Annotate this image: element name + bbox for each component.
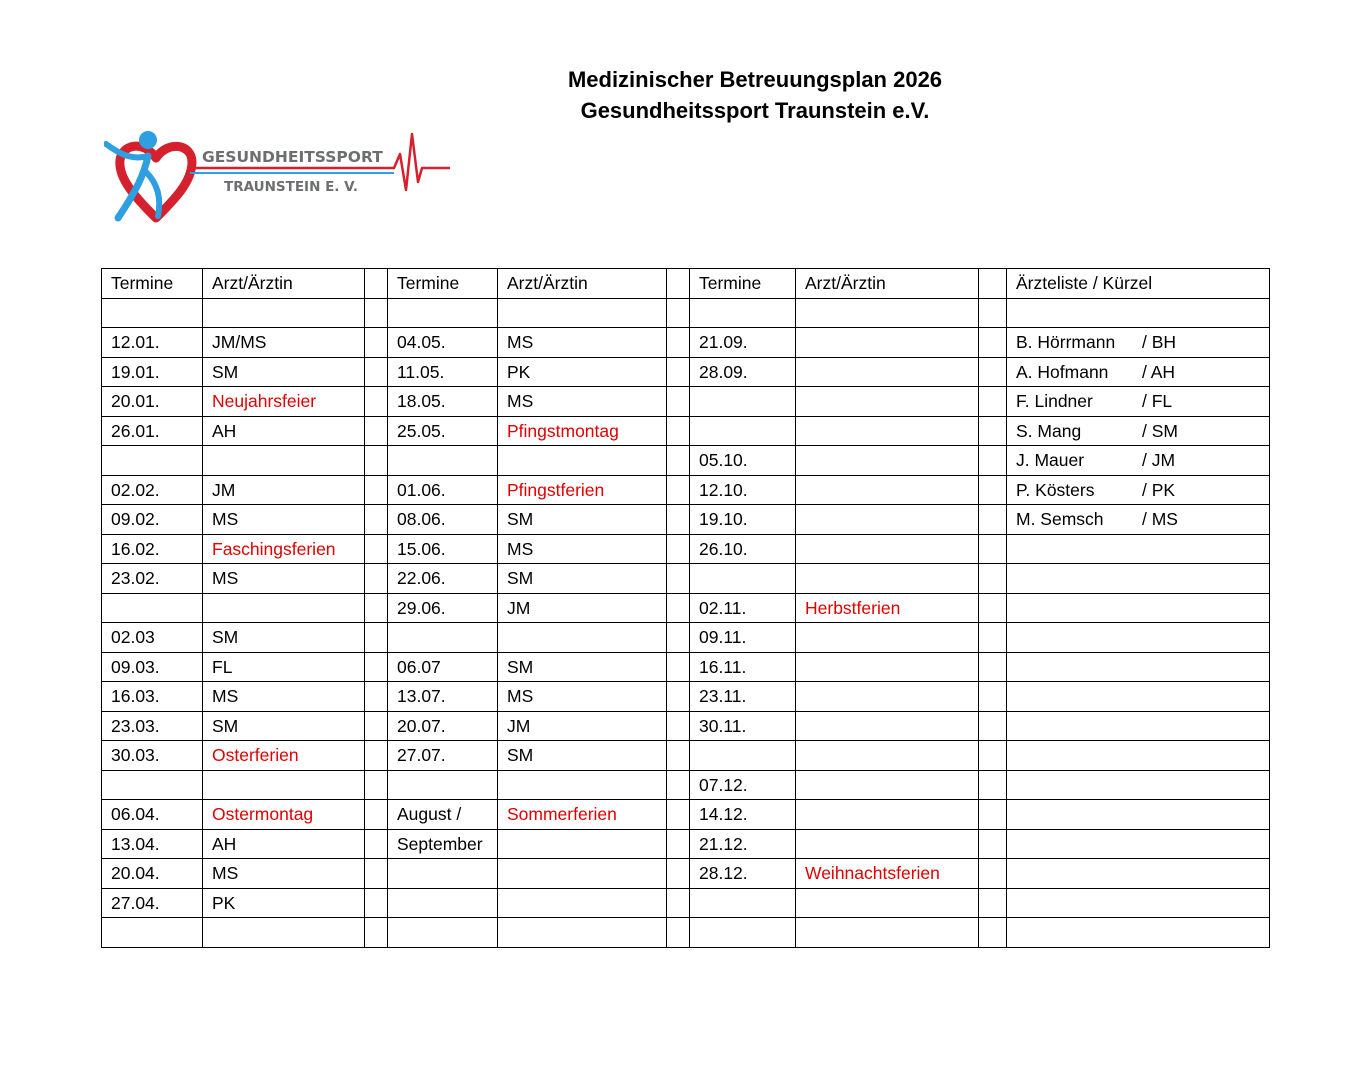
column-gap [979, 918, 1007, 948]
table-row [102, 298, 1270, 328]
doctor-cell [796, 770, 979, 800]
column-gap [667, 357, 690, 387]
doctor-list-cell [1007, 534, 1270, 564]
doctor-cell: SM [203, 623, 365, 653]
doctor-name: S. Mang [1016, 420, 1082, 441]
date-cell [102, 770, 203, 800]
doctor-cell [498, 770, 667, 800]
doctor-cell [203, 298, 365, 328]
date-cell: 23.11. [690, 682, 796, 712]
doctor-cell: JM/MS [203, 328, 365, 358]
doctor-abbreviation: / AH [1142, 361, 1176, 382]
date-cell [690, 888, 796, 918]
doctor-list-cell [1007, 682, 1270, 712]
doctor-cell: AH [203, 416, 365, 446]
doctor-cell [203, 593, 365, 623]
date-cell: 25.05. [388, 416, 498, 446]
doctor-cell: Ostermontag [203, 800, 365, 830]
date-cell: 26.10. [690, 534, 796, 564]
date-cell: 30.11. [690, 711, 796, 741]
column-gap [667, 682, 690, 712]
date-cell: 09.02. [102, 505, 203, 535]
column-gap [667, 328, 690, 358]
doctor-list-cell [1007, 328, 1270, 358]
date-cell: 16.02. [102, 534, 203, 564]
doctor-cell [498, 859, 667, 889]
date-cell [388, 298, 498, 328]
doctor-name: M. Semsch [1016, 509, 1104, 530]
date-cell: 06.07 [388, 652, 498, 682]
logo-text-line-2: TRAUNSTEIN E. V. [224, 179, 358, 195]
date-cell: 23.03. [102, 711, 203, 741]
doctor-cell: Faschingsferien [203, 534, 365, 564]
date-cell: 04.05. [388, 328, 498, 358]
doctor-cell [498, 298, 667, 328]
doctor-cell [796, 475, 979, 505]
column-gap [979, 505, 1007, 535]
doctor-cell [498, 888, 667, 918]
doctor-list-cell [1007, 741, 1270, 771]
doctor-cell: SM [498, 652, 667, 682]
table-row [102, 829, 1270, 859]
column-gap [365, 475, 388, 505]
doctor-cell [203, 770, 365, 800]
doctor-name: P. Kösters [1016, 479, 1095, 500]
column-gap [667, 387, 690, 417]
doctor-cell: FL [203, 652, 365, 682]
column-gap [979, 829, 1007, 859]
document-title [420, 64, 1090, 126]
date-cell [388, 888, 498, 918]
column-gap [667, 534, 690, 564]
column-gap [667, 918, 690, 948]
date-cell: 19.10. [690, 505, 796, 535]
table-row [102, 564, 1270, 594]
header-termine-1: Termine [102, 269, 203, 299]
column-gap [979, 888, 1007, 918]
table-row [102, 328, 1270, 358]
doctor-cell: Weihnachtsferien [796, 859, 979, 889]
table-header-row [102, 269, 1270, 299]
doctor-cell: SM [203, 711, 365, 741]
doctor-list-cell [1007, 859, 1270, 889]
column-gap [667, 446, 690, 476]
column-gap [365, 328, 388, 358]
doctor-abbreviation: / JM [1142, 450, 1176, 471]
date-cell: 11.05. [388, 357, 498, 387]
date-cell: 01.06. [388, 475, 498, 505]
date-cell: 26.01. [102, 416, 203, 446]
table-row [102, 918, 1270, 948]
date-cell [102, 298, 203, 328]
doctor-list-cell [1007, 652, 1270, 682]
date-cell: 02.03 [102, 623, 203, 653]
date-cell: 07.12. [690, 770, 796, 800]
doctor-cell: MS [203, 859, 365, 889]
doctor-cell: MS [203, 505, 365, 535]
doctor-cell: AH [203, 829, 365, 859]
column-gap [979, 416, 1007, 446]
doctor-cell: SM [498, 741, 667, 771]
header-termine-3: Termine [690, 269, 796, 299]
column-gap [667, 652, 690, 682]
doctor-cell [796, 505, 979, 535]
doctor-list-cell [1007, 623, 1270, 653]
doctor-list-cell [1007, 505, 1270, 535]
doctor-cell [796, 682, 979, 712]
table-row [102, 770, 1270, 800]
doctor-list-cell [1007, 298, 1270, 328]
column-gap [365, 593, 388, 623]
doctor-cell [796, 534, 979, 564]
date-cell [388, 770, 498, 800]
column-gap [667, 800, 690, 830]
doctor-cell [796, 711, 979, 741]
doctor-cell [796, 416, 979, 446]
table-row [102, 652, 1270, 682]
table-row [102, 416, 1270, 446]
column-gap [667, 859, 690, 889]
date-cell: 13.07. [388, 682, 498, 712]
date-cell [102, 446, 203, 476]
doctor-cell: Pfingstferien [498, 475, 667, 505]
doctor-cell: Herbstferien [796, 593, 979, 623]
doctor-list-cell [1007, 770, 1270, 800]
doctor-cell [796, 918, 979, 948]
doctor-cell [203, 446, 365, 476]
table-row [102, 446, 1270, 476]
column-gap [365, 298, 388, 328]
doctor-name: J. Mauer [1016, 450, 1085, 471]
doctor-cell: SM [498, 505, 667, 535]
column-gap [667, 475, 690, 505]
column-gap [667, 829, 690, 859]
doctor-cell: MS [203, 564, 365, 594]
column-gap [667, 416, 690, 446]
doctor-list-cell [1007, 800, 1270, 830]
table-row [102, 800, 1270, 830]
date-cell: 05.10. [690, 446, 796, 476]
date-cell: 29.06. [388, 593, 498, 623]
date-cell: 18.05. [388, 387, 498, 417]
column-gap [979, 269, 1007, 299]
column-gap [667, 623, 690, 653]
column-gap [979, 475, 1007, 505]
date-cell: 08.06. [388, 505, 498, 535]
date-cell: August / [388, 800, 498, 830]
date-cell: 28.09. [690, 357, 796, 387]
doctor-cell [796, 741, 979, 771]
column-gap [979, 741, 1007, 771]
doctor-cell: PK [498, 357, 667, 387]
date-cell [388, 859, 498, 889]
table-row [102, 859, 1270, 889]
column-gap [365, 859, 388, 889]
doctor-abbreviation: / MS [1142, 509, 1178, 530]
table-row [102, 475, 1270, 505]
date-cell: 02.02. [102, 475, 203, 505]
column-gap [979, 652, 1007, 682]
doctor-cell: Neujahrsfeier [203, 387, 365, 417]
column-gap [979, 357, 1007, 387]
date-cell [690, 298, 796, 328]
doctor-abbreviation: / PK [1142, 479, 1176, 500]
doctor-abbreviation: / BH [1142, 332, 1177, 353]
title-line-1: Medizinischer Betreuungsplan 2026 [567, 67, 943, 92]
date-cell: 13.04. [102, 829, 203, 859]
column-gap [979, 770, 1007, 800]
column-gap [365, 800, 388, 830]
column-gap [667, 770, 690, 800]
doctor-list-cell [1007, 593, 1270, 623]
column-gap [667, 564, 690, 594]
column-gap [365, 387, 388, 417]
doctor-list-cell [1007, 387, 1270, 417]
column-gap [365, 770, 388, 800]
doctor-list-cell [1007, 475, 1270, 505]
date-cell [388, 918, 498, 948]
doctor-name: F. Lindner [1016, 391, 1093, 412]
date-cell: 20.01. [102, 387, 203, 417]
doctor-list-cell [1007, 888, 1270, 918]
doctor-list-cell [1007, 416, 1270, 446]
doctor-cell: SM [498, 564, 667, 594]
doctor-cell [796, 298, 979, 328]
date-cell: September [388, 829, 498, 859]
column-gap [667, 593, 690, 623]
date-cell: 22.06. [388, 564, 498, 594]
column-gap [365, 357, 388, 387]
date-cell: 27.07. [388, 741, 498, 771]
table-row [102, 623, 1270, 653]
logo-text-line-1: GESUNDHEITSSPORT [202, 148, 383, 166]
doctor-cell [796, 623, 979, 653]
date-cell: 15.06. [388, 534, 498, 564]
column-gap [365, 829, 388, 859]
table-row [102, 682, 1270, 712]
column-gap [979, 682, 1007, 712]
column-gap [365, 446, 388, 476]
date-cell: 21.09. [690, 328, 796, 358]
doctor-cell [498, 446, 667, 476]
column-gap [365, 564, 388, 594]
date-cell: 21.12. [690, 829, 796, 859]
doctor-list-cell [1007, 918, 1270, 948]
doctor-name: A. Hofmann [1016, 361, 1109, 382]
doctor-cell: JM [203, 475, 365, 505]
header-arzt-1: Arzt/Ärztin [203, 269, 365, 299]
doctor-cell [796, 328, 979, 358]
column-gap [979, 446, 1007, 476]
doctor-cell: Osterferien [203, 741, 365, 771]
table-row [102, 387, 1270, 417]
doctor-cell [498, 623, 667, 653]
doctor-cell: MS [498, 387, 667, 417]
date-cell: 16.03. [102, 682, 203, 712]
date-cell [690, 387, 796, 417]
header-arzt-3: Arzt/Ärztin [796, 269, 979, 299]
column-gap [365, 711, 388, 741]
date-cell [102, 918, 203, 948]
column-gap [365, 505, 388, 535]
doctor-cell: MS [498, 328, 667, 358]
column-gap [365, 918, 388, 948]
doctor-cell: PK [203, 888, 365, 918]
doctor-list-cell [1007, 711, 1270, 741]
date-cell: 28.12. [690, 859, 796, 889]
column-gap [979, 800, 1007, 830]
column-gap [979, 859, 1007, 889]
doctor-abbreviation: / FL [1142, 391, 1173, 412]
date-cell: 12.01. [102, 328, 203, 358]
date-cell [388, 623, 498, 653]
date-cell: 16.11. [690, 652, 796, 682]
doctor-cell [796, 357, 979, 387]
doctor-list-cell [1007, 829, 1270, 859]
doctor-cell [796, 829, 979, 859]
doctor-name: B. Hörrmann [1016, 332, 1116, 353]
column-gap [979, 711, 1007, 741]
table-row [102, 711, 1270, 741]
doctor-cell [498, 829, 667, 859]
date-cell [690, 416, 796, 446]
date-cell: 06.04. [102, 800, 203, 830]
doctor-cell: Pfingstmontag [498, 416, 667, 446]
column-gap [365, 652, 388, 682]
doctor-list-cell [1007, 357, 1270, 387]
column-gap [979, 593, 1007, 623]
doctor-cell [796, 652, 979, 682]
date-cell: 30.03. [102, 741, 203, 771]
date-cell: 19.01. [102, 357, 203, 387]
doctor-cell: JM [498, 711, 667, 741]
date-cell: 09.03. [102, 652, 203, 682]
title-line-2: Gesundheitssport Traunstein e.V. [580, 98, 930, 123]
doctor-cell [796, 564, 979, 594]
column-gap [979, 623, 1007, 653]
doctor-cell [796, 800, 979, 830]
doctor-cell: SM [203, 357, 365, 387]
column-gap [667, 298, 690, 328]
doctor-cell [796, 446, 979, 476]
doctor-cell [796, 888, 979, 918]
table-row [102, 505, 1270, 535]
header-termine-2: Termine [388, 269, 498, 299]
date-cell: 09.11. [690, 623, 796, 653]
column-gap [979, 328, 1007, 358]
date-cell [690, 564, 796, 594]
table-row [102, 741, 1270, 771]
doctor-cell: MS [203, 682, 365, 712]
column-gap [667, 269, 690, 299]
date-cell: 23.02. [102, 564, 203, 594]
doctor-list-cell [1007, 564, 1270, 594]
column-gap [979, 564, 1007, 594]
table-row [102, 888, 1270, 918]
date-cell: 20.04. [102, 859, 203, 889]
header-arzt-2: Arzt/Ärztin [498, 269, 667, 299]
column-gap [365, 269, 388, 299]
header-aerzteliste: Ärzteliste / Kürzel [1007, 269, 1270, 299]
column-gap [365, 623, 388, 653]
column-gap [979, 298, 1007, 328]
table-row [102, 357, 1270, 387]
column-gap [667, 888, 690, 918]
date-cell [102, 593, 203, 623]
doctor-cell: MS [498, 682, 667, 712]
doctor-cell: MS [498, 534, 667, 564]
table-row [102, 534, 1270, 564]
date-cell: 14.12. [690, 800, 796, 830]
date-cell: 27.04. [102, 888, 203, 918]
doctor-cell [203, 918, 365, 948]
column-gap [667, 741, 690, 771]
column-gap [365, 741, 388, 771]
doctor-cell: JM [498, 593, 667, 623]
schedule-table [101, 268, 1270, 948]
date-cell: 20.07. [388, 711, 498, 741]
column-gap [667, 711, 690, 741]
club-logo [104, 126, 454, 226]
column-gap [667, 505, 690, 535]
column-gap [365, 888, 388, 918]
column-gap [365, 416, 388, 446]
date-cell [690, 918, 796, 948]
doctor-cell: Sommerferien [498, 800, 667, 830]
date-cell: 12.10. [690, 475, 796, 505]
doctor-cell [796, 387, 979, 417]
doctor-abbreviation: / SM [1142, 420, 1178, 441]
column-gap [365, 682, 388, 712]
table-row [102, 593, 1270, 623]
column-gap [979, 534, 1007, 564]
date-cell [690, 741, 796, 771]
date-cell: 02.11. [690, 593, 796, 623]
doctor-list-cell [1007, 446, 1270, 476]
column-gap [979, 387, 1007, 417]
column-gap [365, 534, 388, 564]
doctor-cell [498, 918, 667, 948]
date-cell [388, 446, 498, 476]
